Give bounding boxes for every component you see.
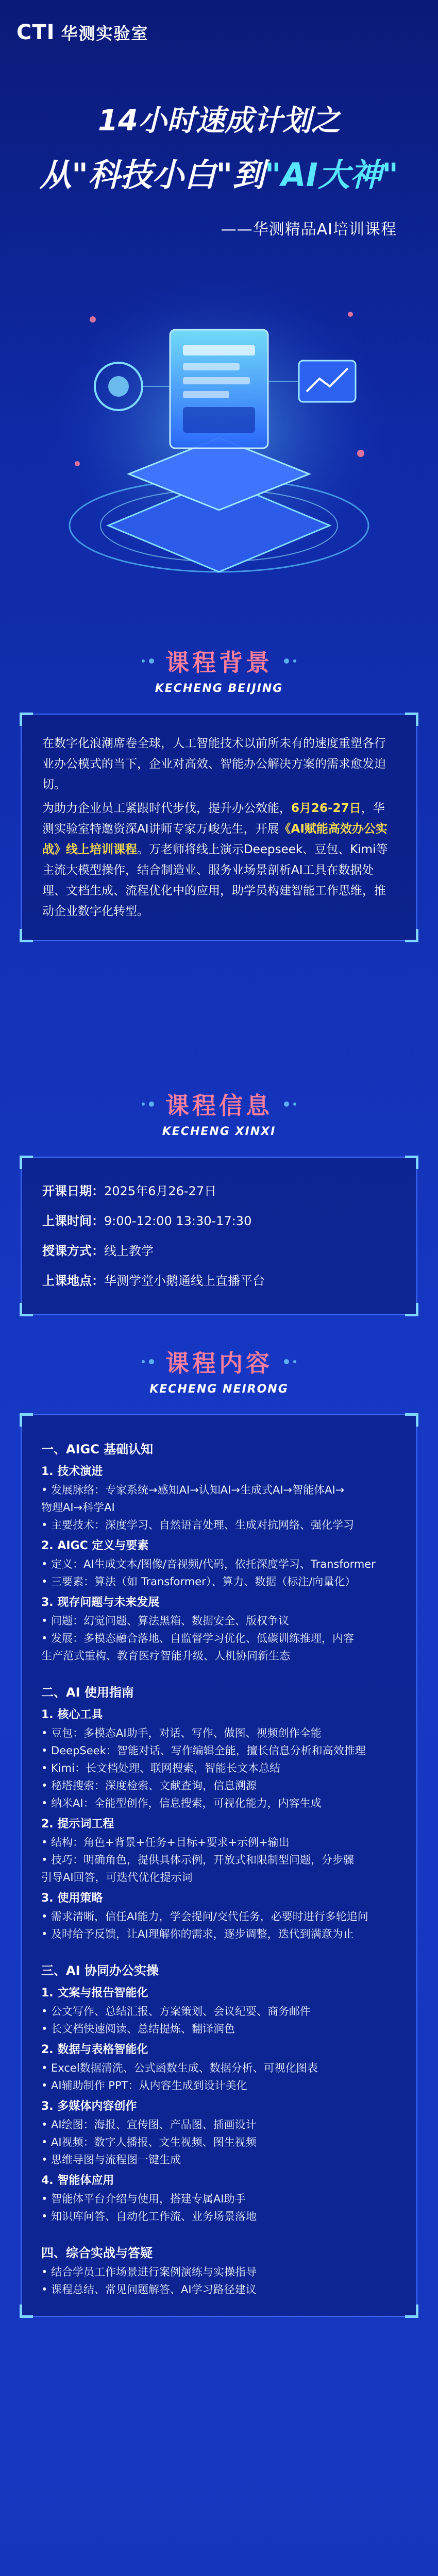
hero-title-accent: "AI大神" bbox=[264, 156, 399, 194]
spacer bbox=[41, 2225, 397, 2236]
content-line: • 结合学员工作场景进行案例演练与实操指导 bbox=[41, 2266, 257, 2278]
info-row-mode: 授课方式：线上教学 bbox=[42, 1244, 154, 1258]
topic-title: 2. 数据与表格智能化 bbox=[41, 2043, 148, 2056]
content-line: • 问题：幻觉问题、算法黑箱、数据安全、版权争议 bbox=[41, 1615, 290, 1627]
content-line: • 纳米AI：全能型创作，信息搜索，可视化能力，内容生成 bbox=[41, 1797, 322, 1809]
topic-title: 3. 多媒体内容创作 bbox=[41, 2100, 137, 2113]
module-title: 四、综合实战与答疑 bbox=[41, 2246, 153, 2260]
topic-title: 3. 现存问题与未来发展 bbox=[41, 1596, 160, 1609]
content-line: • 智能体平台介绍与使用，搭建专属AI助手 bbox=[41, 2193, 246, 2205]
cti-logo-mark: CTI bbox=[16, 21, 55, 44]
topic-title: 1. 技术演进 bbox=[41, 1465, 103, 1478]
hero-title-line1: 14小时速成计划之 bbox=[98, 104, 340, 138]
section-heading-background bbox=[0, 644, 438, 695]
content-line: • 长文档快速阅读、总结提炼、翻译润色 bbox=[41, 2023, 235, 2035]
module-title: 一、AIGC 基础认知 bbox=[41, 1442, 154, 1456]
content-line: • 秘塔搜索：深度检索、文献查询，信息溯源 bbox=[41, 1780, 257, 1792]
topic-title: 2. 提示词工程 bbox=[41, 1818, 114, 1831]
ai-platform-illustration bbox=[41, 258, 397, 598]
topic-title: 1. 核心工具 bbox=[41, 1708, 103, 1721]
content-line: • 及时给予反馈，让AI理解你的需求，逐步调整，迭代到满意为止 bbox=[41, 1928, 354, 1940]
section-info bbox=[0, 1087, 438, 1315]
highlight-course-name: 《AI赋能高效办公实战》线上培训课程 bbox=[42, 822, 388, 856]
topic-title: 1. 文案与报告智能化 bbox=[41, 1987, 148, 1999]
content-line: • 定义：AI生成文本/图像/音视频/代码，依托深度学习、Transformer bbox=[41, 1558, 376, 1570]
content-line: • DeepSeek：智能对话、写作编辑全能，擅长信息分析和高效推理 bbox=[41, 1744, 366, 1757]
content-line: • 主要技术：深度学习、自然语言处理、生成对抗网络、强化学习 bbox=[41, 1519, 355, 1531]
section-content bbox=[0, 1345, 438, 2317]
content-line: • 技巧：明确角色，提供具体示例，开放式和限制型问题，分步骤 bbox=[41, 1854, 355, 1866]
content-line: 物理AI→科学AI bbox=[41, 1501, 115, 1514]
content-line: • 需求清晰，信任AI能力，学会提问/交代任务，必要时进行多轮追问 bbox=[41, 1910, 368, 1923]
content-line: • 结构：角色+背景+任务+目标+要求+示例+输出 bbox=[41, 1836, 290, 1849]
section-title: 课程内容 bbox=[165, 1349, 273, 1377]
section-pinyin: KECHENG XINXI bbox=[162, 1125, 276, 1138]
content-line: • Excel数据清洗、公式函数生成、数据分析、可视化图表 bbox=[41, 2062, 318, 2074]
brand-name: 华测实验室 bbox=[61, 24, 149, 43]
content-line: • AI视频：数字人播报、文生视频、图生视频 bbox=[41, 2136, 257, 2148]
highlight-date: 6月26-27日 bbox=[291, 802, 361, 815]
hero-banner bbox=[0, 0, 438, 608]
module-title: 二、AI 使用指南 bbox=[41, 1685, 134, 1700]
section-background bbox=[0, 644, 438, 941]
content-line: • AI绘图：海报、宣传图、产品图、插画设计 bbox=[41, 2119, 257, 2131]
hero-subtitle: ——华测精品AI培训课程 bbox=[221, 221, 397, 239]
content-line: • 豆包：多模态AI助手，对话、写作、做图、视频创作全能 bbox=[41, 1727, 322, 1739]
topic-title: 3. 使用策略 bbox=[41, 1892, 103, 1905]
spacer bbox=[41, 1665, 397, 1676]
topic-title: 2. AIGC 定义与要素 bbox=[41, 1539, 149, 1552]
content-line: 引导AI回答，可迭代优化提示词 bbox=[41, 1871, 193, 1884]
content-line: • AI辅助制作 PPT：从内容生成到设计美化 bbox=[41, 2079, 247, 2092]
content-line: • 思维导图与流程图一键生成 bbox=[41, 2154, 181, 2166]
info-row-time: 上课时间：9:00-12:00 13:30-17:30 bbox=[42, 1214, 252, 1228]
hero-title-line2 bbox=[0, 149, 438, 195]
decor-dots-left bbox=[142, 658, 154, 664]
content-line: • 公文写作、总结汇报、方案策划、会议纪要、商务邮件 bbox=[41, 2005, 311, 2018]
brand-logo bbox=[16, 21, 149, 44]
section-title: 课程背景 bbox=[165, 649, 273, 676]
content-line: • 知识库问答、自动化工作流、业务场景落地 bbox=[41, 2210, 257, 2223]
background-paragraph-2: 为助力企业员工紧跟时代步伐，提升办公效能，6月26-27日，华测实验室特邀资深AI讲师专家万峻先生，开展《AI赋能高效办公实战》线上培训课程。万老师将线上演示Deepseek、豆包、Kimi等主流大模型操作，结合制造业、服务业场景剖析AI工具在数据处理、文档生成、流程优化中的应用，助学员构建智能工作思维，推动企业数字化转型。 bbox=[42, 802, 388, 918]
content-line: • 课程总结、常见问题解答、AI学习路径建议 bbox=[41, 2283, 257, 2296]
background-card bbox=[21, 714, 417, 941]
section-pinyin: KECHENG BEIJING bbox=[155, 682, 283, 695]
info-row-date: 开课日期：2025年6月26-27日 bbox=[42, 1184, 217, 1198]
decor-dots-right bbox=[284, 658, 296, 664]
content-card bbox=[21, 1414, 417, 2317]
module-title: 三、AI 协同办公实操 bbox=[41, 1963, 159, 1978]
section-heading-content bbox=[0, 1345, 438, 1396]
info-card bbox=[21, 1157, 417, 1315]
content-line: • Kimi：长文档处理、联网搜索，智能长文本总结 bbox=[41, 1762, 280, 1774]
spacer bbox=[41, 1943, 397, 1954]
content-line: • 发展脉络：专家系统→感知AI→认知AI→生成式AI→智能体AI→ bbox=[41, 1484, 345, 1496]
section-title: 课程信息 bbox=[165, 1092, 273, 1120]
background-paragraph-1: 在数字化浪潮席卷全球，人工智能技术以前所未有的速度重塑各行业办公模式的当下，企业对高效、智能办公解决方案的需求愈发迫切。 bbox=[42, 737, 386, 791]
content-line: • 发展：多模态融合落地、自监督学习优化、低碳训练推理，内容 bbox=[41, 1632, 355, 1645]
hero-title-prefix: 从"科技小白"到 bbox=[39, 156, 265, 194]
section-pinyin: KECHENG NEIRONG bbox=[149, 1383, 289, 1396]
content-line: 生产范式重构、教育医疗智能升级、人机协同新生态 bbox=[41, 1650, 290, 1662]
topic-title: 4. 智能体应用 bbox=[41, 2174, 114, 2187]
content-line: • 三要素：算法（如 Transformer）、算力、数据（标注/向量化） bbox=[41, 1575, 356, 1588]
info-row-location: 上课地点：华测学堂小鹅通线上直播平台 bbox=[42, 1274, 265, 1288]
section-heading-info bbox=[0, 1087, 438, 1138]
